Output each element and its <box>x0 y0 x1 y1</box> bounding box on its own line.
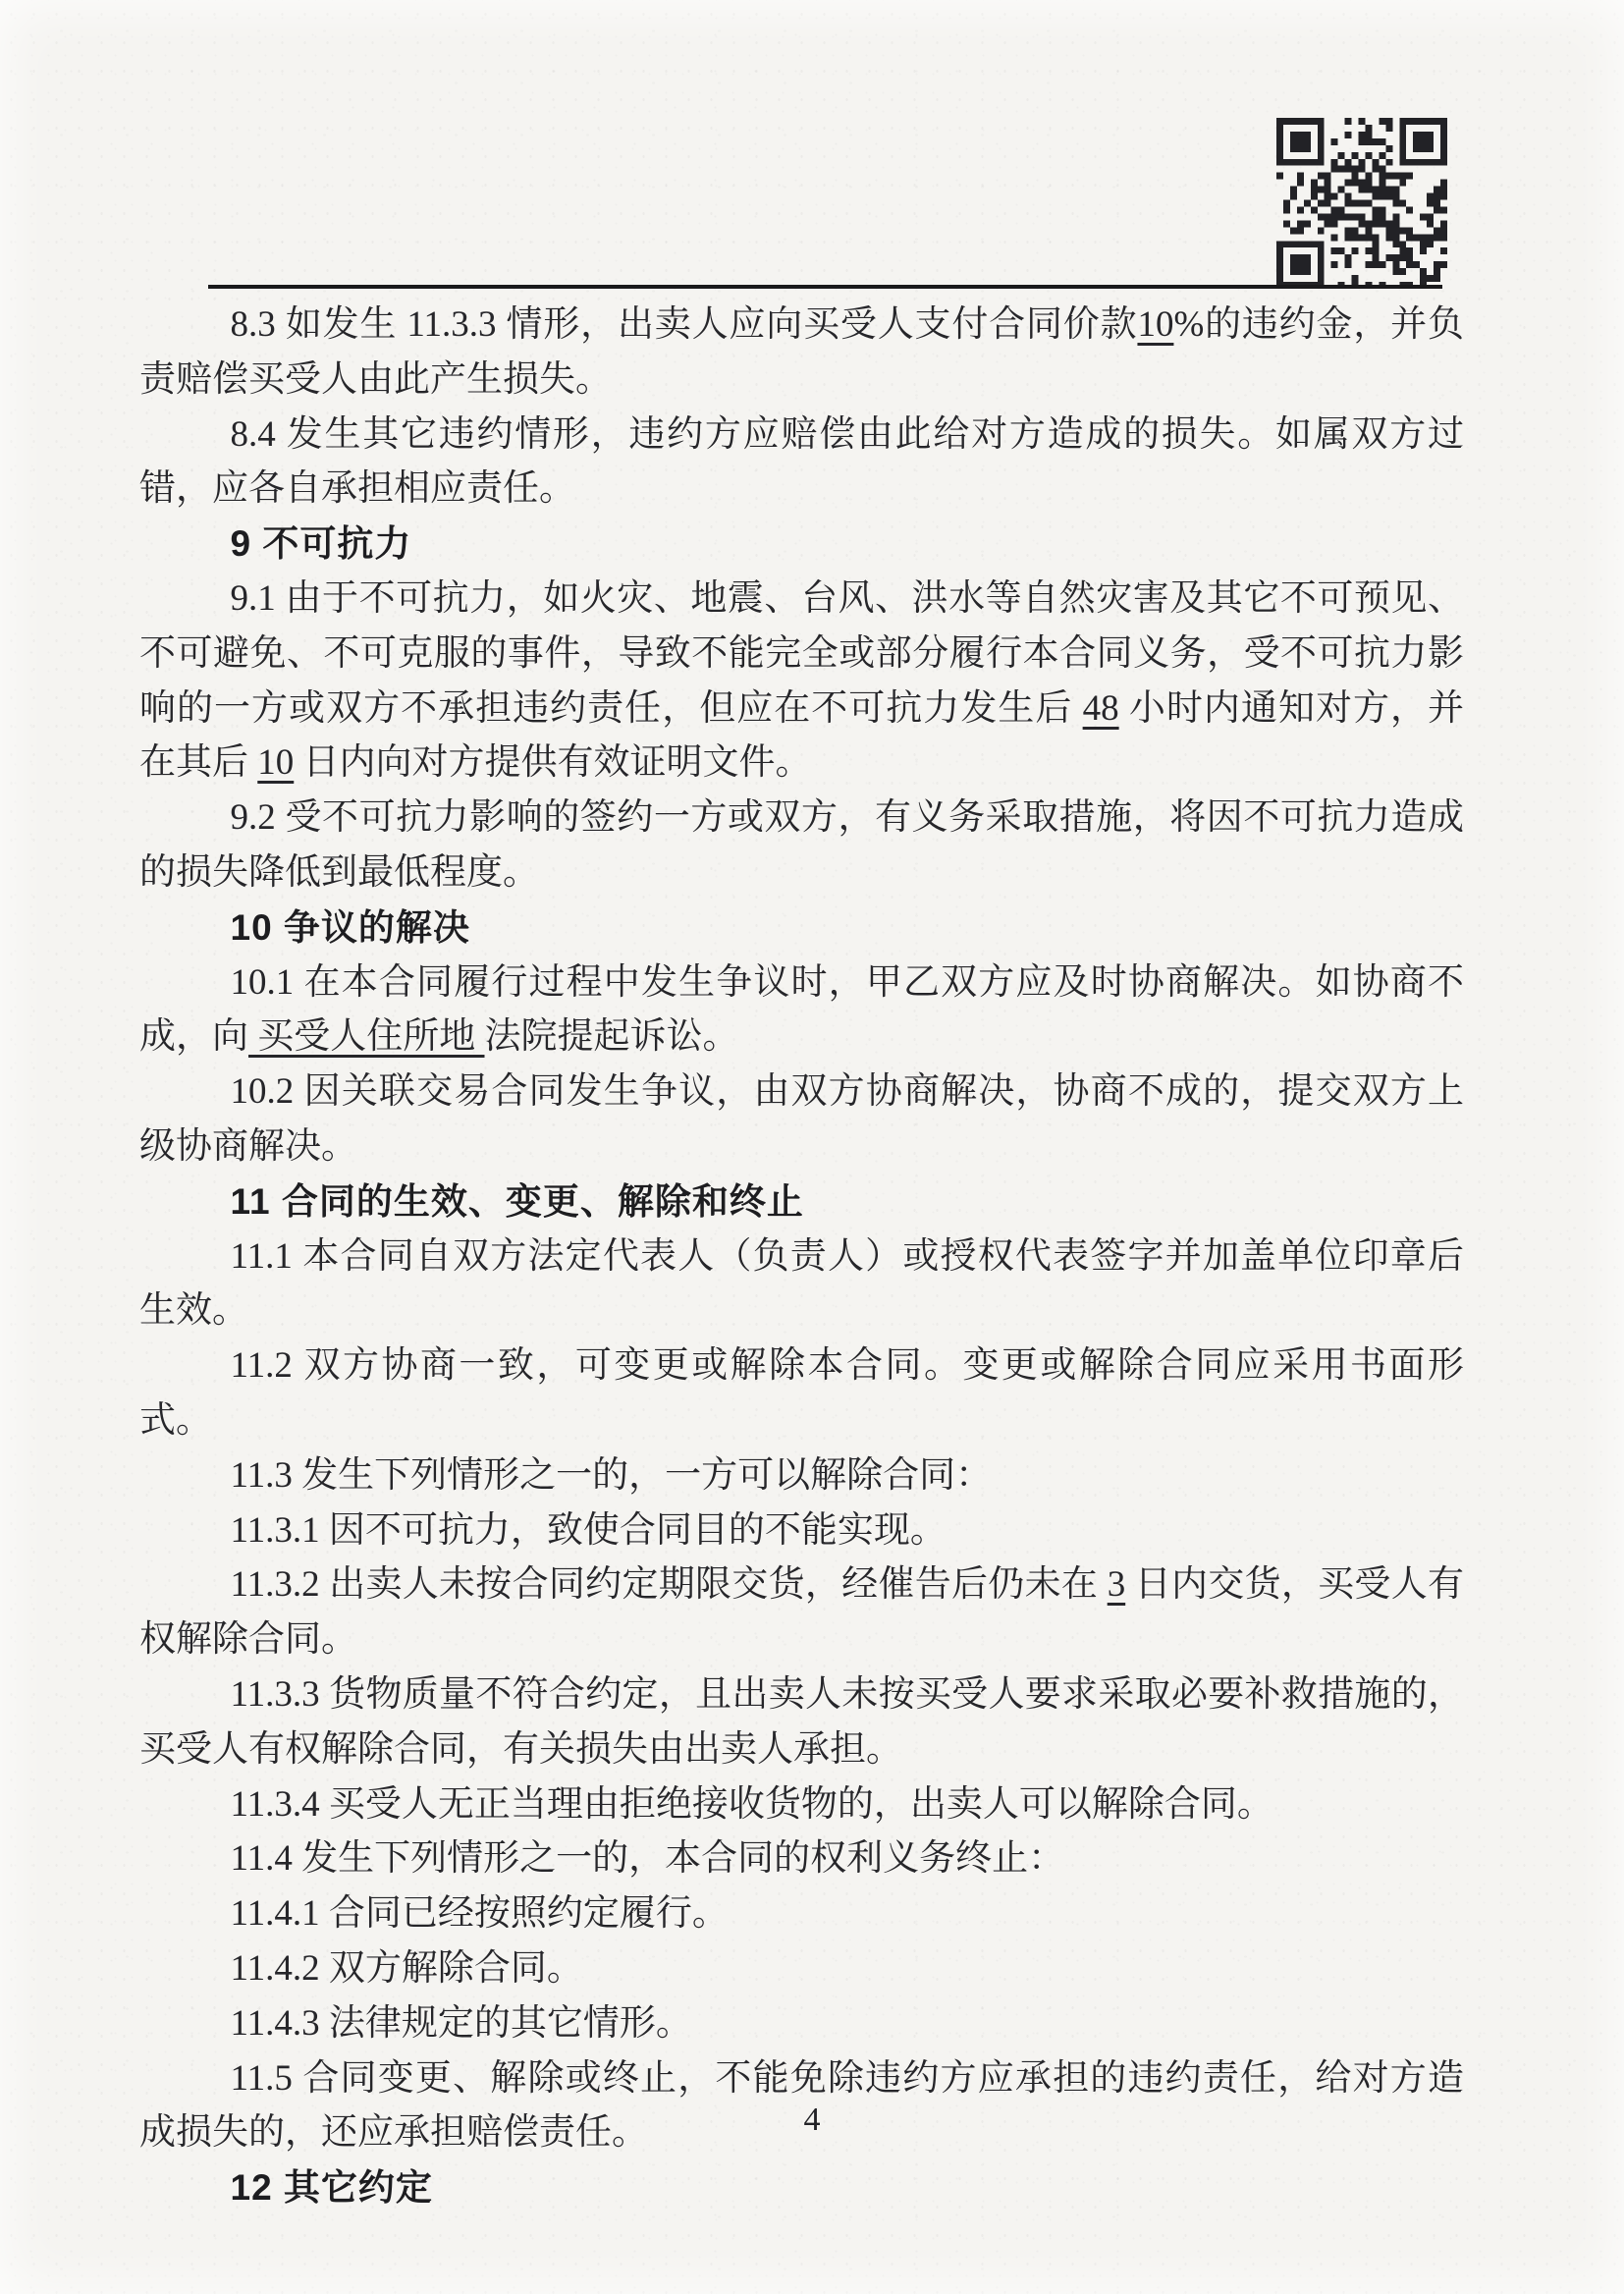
page-number: 4 <box>803 2102 821 2138</box>
text-run: 9 不可抗力 <box>230 523 412 565</box>
text-run: 10.1 在本合同履行过程中发生争议时，甲乙双方应及时协商解决。如协商不成，向 <box>139 961 1464 1058</box>
contract-paragraph <box>139 1229 1464 1339</box>
text-run: 12 其它约定 <box>230 2167 433 2209</box>
text-run: 9.2 受不可抗力影响的签约一方或双方，有义务采取措施，将因不可抗力造成的损失降低到最低程度。 <box>139 797 1464 893</box>
document-body <box>139 298 1464 2215</box>
qr-code-icon <box>1276 118 1447 289</box>
section-heading <box>139 1174 1464 1229</box>
text-run: 11.3 发生下列情形之一的，一方可以解除合同： <box>230 1454 993 1496</box>
text-run: 11.4.2 双方解除合同。 <box>230 1947 583 1989</box>
text-run: 11.2 双方协商一致，可变更或解除本合同。变更或解除合同应采用书面形式。 <box>139 1345 1464 1441</box>
text-run: 10 争议的解决 <box>230 906 470 948</box>
contract-paragraph <box>139 1941 1464 1996</box>
contract-paragraph <box>139 1338 1464 1448</box>
text-run: 8.3 如发生 11.3.3 情形，出卖人应向买受人支付合同价款 <box>230 304 1138 345</box>
text-run: 11.3.4 买受人无正当理由拒绝接收货物的，出卖人可以解除合同。 <box>230 1783 1273 1825</box>
contract-paragraph <box>139 1886 1464 1941</box>
contract-paragraph <box>139 408 1464 518</box>
contract-paragraph <box>139 572 1464 791</box>
contract-paragraph <box>139 1831 1464 1886</box>
text-run: 11 合同的生效、变更、解除和终止 <box>230 1180 804 1222</box>
section-heading <box>139 901 1464 956</box>
text-run: 日内向对方提供有效证明文件。 <box>294 742 812 784</box>
underlined-value: 10 <box>257 742 295 784</box>
text-run: 11.4.1 合同已经按照约定履行。 <box>230 1893 729 1935</box>
text-run: 日内交货，买受人有权解除合同。 <box>139 1564 1464 1661</box>
text-run: 11.4.3 法律规定的其它情形。 <box>230 2002 692 2044</box>
underlined-value: 3 <box>1107 1564 1126 1606</box>
contract-paragraph <box>139 1777 1464 1832</box>
contract-paragraph <box>139 1065 1464 1174</box>
text-run: 11.4 发生下列情形之一的，本合同的权利义务终止： <box>230 1838 1065 1880</box>
contract-paragraph <box>139 298 1464 408</box>
section-heading <box>139 2160 1464 2215</box>
text-run: 11.5 合同变更、解除或终止，不能免除违约方应承担的违约责任，给对方造成损失的，还应承担赔偿责任。 <box>139 2057 1464 2154</box>
contract-paragraph <box>139 1448 1464 1503</box>
text-run: 9.1 由于不可抗力，如火灾、地震、台风、洪水等自然灾害及其它不可预见、不可避免、不可克服的事件，导致不能完全或部分履行本合同义务，受不可抗力影响的一方或双方不承担违约责任，但应在不可抗力发生后 <box>139 577 1464 729</box>
section-heading <box>139 517 1464 572</box>
header-divider <box>208 285 1442 289</box>
contract-paragraph <box>139 956 1464 1065</box>
text-run: 8.4 发生其它违约情形，违约方应赔偿由此给对方造成的损失。如属双方过错，应各自承担相应责任。 <box>139 413 1464 510</box>
text-run: 11.3.3 货物质量不符合约定，且出卖人未按买受人要求采取必要补救措施的，买受人有权解除合同，有关损失由出卖人承担。 <box>139 1673 1464 1770</box>
qr-code-svg <box>1276 118 1447 289</box>
contract-paragraph <box>139 1503 1464 1558</box>
contract-paragraph <box>139 791 1464 901</box>
underlined-value: 买受人住所地 <box>248 1016 485 1058</box>
text-run: 小时内通知对方，并在其后 <box>139 687 1465 784</box>
contract-paragraph <box>139 1557 1464 1667</box>
contract-paragraph <box>139 1996 1464 2051</box>
contract-paragraph <box>139 1667 1464 1777</box>
text-run: 11.1 本合同自双方法定代表人（负责人）或授权代表签字并加盖单位印章后生效。 <box>139 1235 1464 1332</box>
text-run: %的违约金，并负责赔偿买受人由此产生损失。 <box>139 304 1464 400</box>
text-run: 10.2 因关联交易合同发生争议，由双方协商解决，协商不成的，提交双方上级协商解决。 <box>139 1071 1464 1167</box>
text-run: 11.3.2 出卖人未按合同约定期限交货，经催告后仍未在 <box>230 1564 1108 1606</box>
text-run: 法院提起诉讼。 <box>484 1016 739 1058</box>
underlined-value: 48 <box>1082 687 1119 729</box>
underlined-value: 10 <box>1137 304 1174 345</box>
text-run: 11.3.1 因不可抗力，致使合同目的不能实现。 <box>230 1509 947 1551</box>
